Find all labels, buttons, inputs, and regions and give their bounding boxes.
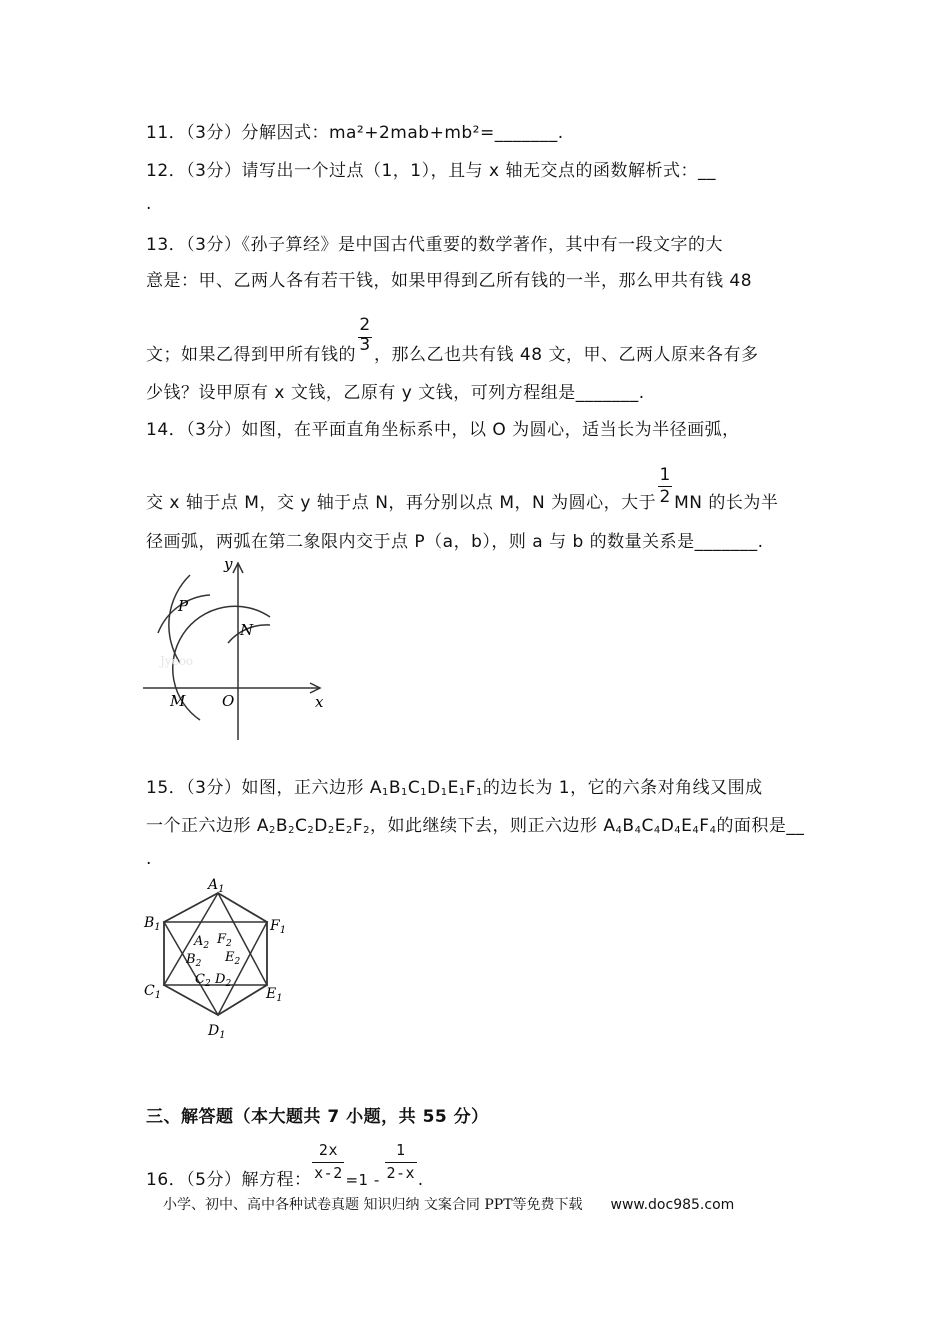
q16-end: . [417, 1170, 424, 1190]
label-y: y [224, 555, 233, 573]
question-14-line2 [146, 465, 779, 513]
q15-l2-a: 一个正六边形 $A_2B_2C_2D_2E_2F_2$ [146, 816, 370, 836]
question-15-line3: . [146, 849, 152, 869]
label-e2: $E_2$ [225, 950, 241, 967]
fraction-bar [385, 1162, 417, 1163]
outer-hexagon [164, 893, 267, 1015]
label-m: M [170, 692, 186, 710]
question-13-line4: 少钱？设甲原有 x 文钱，乙原有 y 文钱，可列方程组是_______. [146, 383, 645, 403]
question-16 [146, 1141, 424, 1190]
label-x: x [315, 693, 324, 711]
question-13-line2: 意是：甲、乙两人各有若干钱，如果甲得到乙所有钱的一半，那么甲共有钱 48 [146, 271, 753, 291]
label-e1: $E_1$ [266, 986, 283, 1004]
question-15-line1 [146, 773, 763, 798]
question-13-line3 [146, 315, 759, 365]
q14-text-b: MN 的长为半 [674, 493, 779, 513]
label-d1: $D_1$ [208, 1023, 226, 1041]
label-f2: $F_2$ [217, 932, 232, 949]
arc-from-n [169, 575, 190, 663]
question-12-line2: . [146, 194, 152, 214]
label-b2: $B_2$ [186, 952, 202, 969]
label-a1: $A_1$ [208, 877, 225, 895]
q15-l2-end: 的面积是__ [716, 816, 805, 836]
label-n: N [240, 621, 254, 639]
fraction-one-half [656, 465, 674, 508]
label-d2: $D_2$ [215, 972, 232, 989]
label-o: O [222, 692, 235, 710]
q16-pre: 16．（5分）解方程： [146, 1170, 312, 1190]
label-b1: $B_1$ [144, 915, 161, 933]
fraction-numerator: 2x [318, 1141, 338, 1159]
label-c1: $C_1$ [144, 983, 162, 1001]
fraction-denominator: x-2 [314, 1164, 343, 1182]
question-11: 11．（3分）分解因式：ma²+2mab+mb²=_______. [146, 123, 564, 143]
q15-hexagon-figure [140, 875, 300, 1050]
fraction-two-thirds [356, 315, 374, 360]
footer-url[interactable]: www.doc985.com [610, 1197, 735, 1213]
label-a2: $A_2$ [194, 934, 210, 951]
watermark: Jyeoo [160, 654, 194, 668]
question-14-line3: 径画弧，两弧在第二象限内交于点 P（a，b），则 a 与 b 的数量关系是_______. [146, 532, 764, 552]
question-13-line1: 13．（3分）《孙子算经》是中国古代重要的数学著作，其中有一段文字的大 [146, 235, 723, 255]
fraction-denominator: 2 [659, 487, 671, 507]
q15-l1-mid: 的边长为 1，它的六条对角线又围成 [482, 778, 763, 798]
section-3-heading: 三、解答题（本大题共 7 小题，共 55 分） [146, 1107, 489, 1127]
fraction-2x-over-x-2 [311, 1141, 345, 1185]
q14-text-a: 交 x 轴于点 M，交 y 轴于点 N，再分别以点 M，N 为圆心，大于 [146, 493, 657, 513]
question-14-line1: 14．（3分）如图，在平面直角坐标系中，以 O 为圆心，适当长为半径画弧， [146, 420, 740, 440]
q13-text-b: ，那么乙也共有钱 48 文，甲、乙两人原来各有多 [374, 345, 759, 365]
q13-text-a: 文；如果乙得到甲所有钱的 [146, 345, 356, 365]
diagonal-triangle-down [164, 922, 267, 1015]
fraction-1-over-2-x [384, 1141, 418, 1185]
q14-coordinate-figure [140, 555, 340, 745]
q16-mid: =1 - [345, 1171, 380, 1189]
fraction-denominator: 2-x [386, 1164, 416, 1182]
page-footer [163, 1194, 734, 1214]
q15-l2-b: ，如此继续下去，则正六边形 $A_4B_4C_4D_4E_4F_4$ [369, 816, 717, 836]
question-12-line1: 12．（3分）请写出一个过点（1，1），且与 x 轴无交点的函数解析式：__ [146, 161, 716, 181]
fraction-bar [312, 1162, 344, 1163]
fraction-numerator: 2 [359, 315, 371, 335]
question-15-line2 [146, 811, 804, 836]
q15-l1-pre: 15．（3分）如图，正六边形 $A_1B_1C_1D_1E_1F_1$ [146, 778, 483, 798]
label-c2: $C_2$ [195, 972, 211, 989]
footer-text: 小学、初中、高中各种试卷真题 知识归纳 文案合同 PPT等免费下载 [163, 1197, 583, 1213]
fraction-denominator: 3 [359, 335, 371, 355]
label-f1: $F_1$ [270, 918, 287, 936]
fraction-numerator: 1 [659, 465, 671, 485]
fraction-numerator: 1 [395, 1141, 406, 1159]
label-p: P [178, 597, 189, 615]
